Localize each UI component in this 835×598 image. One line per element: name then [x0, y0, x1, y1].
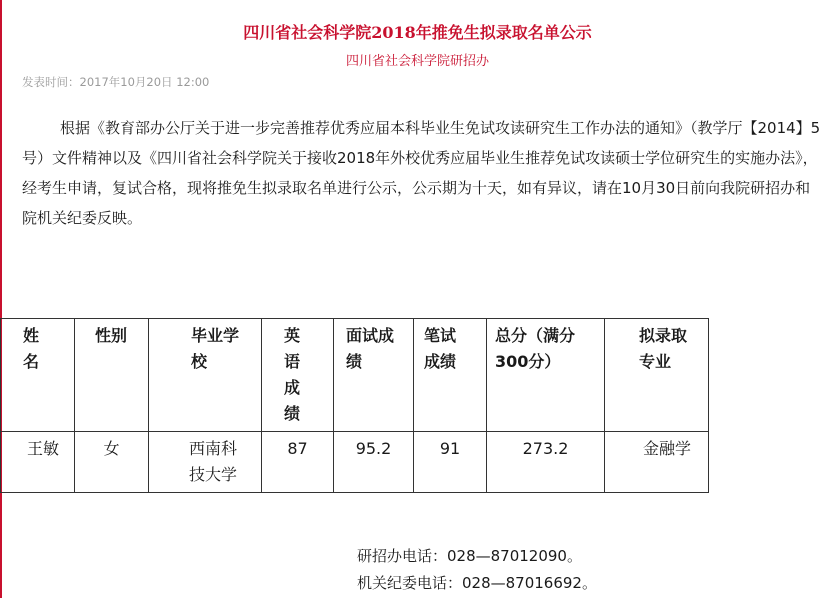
left-border-rule [0, 0, 2, 598]
cell-gender: 女 [75, 432, 149, 493]
header-major: 拟录取专业 [605, 319, 709, 432]
discipline-phone: 机关纪委电话：028—87016692。 [357, 574, 597, 592]
page-title: 四川省社会科学院2018年推免生拟录取名单公示 [243, 23, 592, 42]
publisher-name: 四川省社会科学院研招办 [345, 54, 489, 69]
publish-time: 发表时间：2017年10月20日 12:00 [22, 75, 210, 89]
header-written: 笔试成绩 [414, 319, 487, 432]
cell-major: 金融学 [605, 432, 709, 493]
cell-school: 西南科技大学 [149, 432, 262, 493]
admission-table [0, 318, 709, 493]
header-interview: 面试成绩 [334, 319, 414, 432]
notice-paragraph: 根据《教育部办公厅关于进一步完善推荐优秀应届本科毕业生免试攻读研究生工作办法的通知》（教学厅【2014】5号）文件精神以及《四川省社会科学院关于接收2018年外校优秀应届毕业生推荐免试攻读硕士学位研究生的实施办法》，经考生申请，复试合格，现将推免生拟录取名单进行公示，公示期为十天，如有异议，请在10月30日前向我院研招办和院机关纪委反映。 [22, 119, 821, 227]
cell-interview: 95.2 [334, 432, 414, 493]
header-total: 总分（满分300分） [487, 319, 605, 432]
header-school: 毕业学校 [149, 319, 262, 432]
admissions-phone: 研招办电话：028—87012090。 [357, 547, 582, 565]
cell-name: 王敏 [1, 432, 75, 493]
header-english: 英语成绩 [262, 319, 334, 432]
header-name: 姓名 [1, 319, 75, 432]
cell-total: 273.2 [487, 432, 605, 493]
table-row [1, 432, 709, 493]
table-header-row [1, 319, 709, 432]
header-gender: 性别 [75, 319, 149, 432]
contact-block [357, 543, 597, 597]
cell-written: 91 [414, 432, 487, 493]
cell-english: 87 [262, 432, 334, 493]
